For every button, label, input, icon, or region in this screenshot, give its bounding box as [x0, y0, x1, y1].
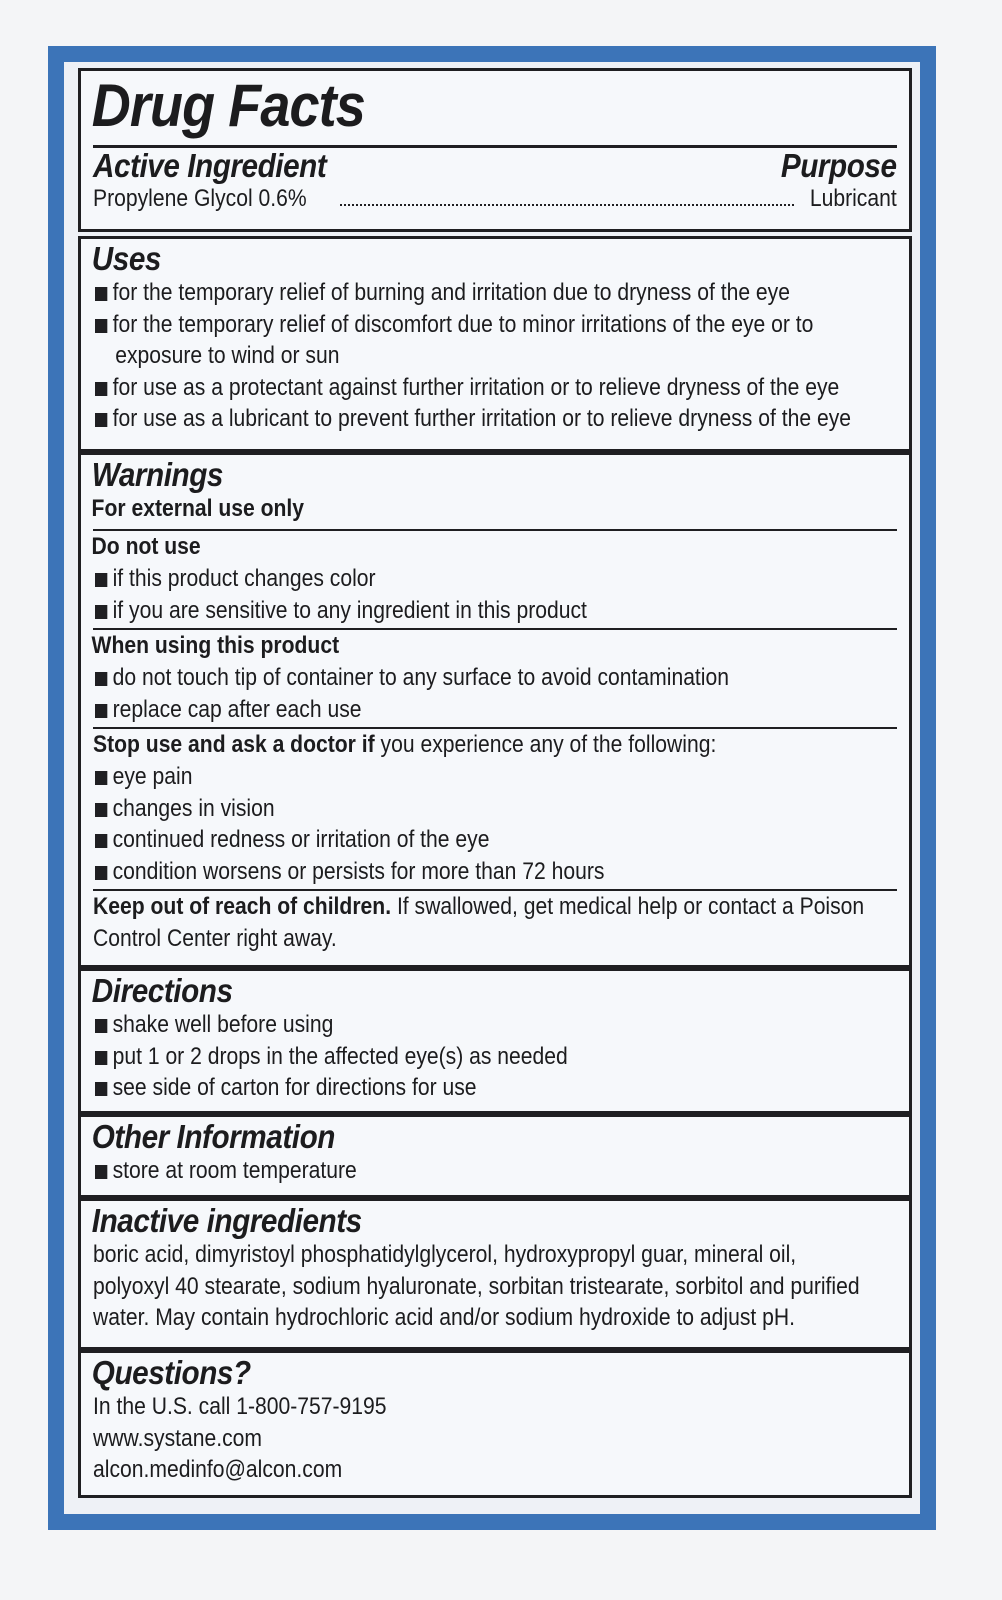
- drug-facts-panel: [64, 62, 920, 1514]
- inactive-line: water. May contain hydrochloric acid and/or sodium hydroxide to adjust pH.: [93, 1304, 796, 1332]
- stop-use-lead: Stop use and ask a doctor if: [93, 731, 375, 759]
- inactive-ingredients-heading: Inactive ingredients: [91, 1202, 362, 1239]
- uses-section: [78, 236, 912, 452]
- purpose-heading: Purpose: [781, 147, 897, 184]
- ingredient-purpose: Lubricant: [810, 185, 897, 212]
- list-item: for the temporary relief of burning and irritation due to dryness of the eye: [81, 277, 909, 309]
- warnings-section: [78, 452, 912, 968]
- list-item: continued redness or irritation of the eye: [81, 824, 909, 856]
- list-item: store at room temperature: [81, 1155, 909, 1187]
- drug-facts-label: [48, 46, 936, 1530]
- keep-out-line: Keep out of reach of children. If swallowed, get medical help or contact a Poison: [93, 893, 865, 921]
- ingredient-name: Propylene Glycol 0.6%: [93, 185, 307, 212]
- list-item: if you are sensitive to any ingredient in this product: [81, 595, 909, 627]
- other-information-heading: Other Information: [91, 1118, 335, 1155]
- other-information-section: [78, 1114, 912, 1198]
- list-item: if this product changes color: [81, 563, 909, 595]
- questions-section: [78, 1350, 912, 1498]
- external-use-text: For external use only: [91, 495, 304, 522]
- page-title: Drug Facts: [91, 72, 365, 139]
- list-item: replace cap after each use: [81, 694, 909, 726]
- list-item: do not touch tip of container to any surface to avoid contamination: [81, 662, 909, 694]
- keep-out-lead: Keep out of reach of children.: [93, 893, 392, 921]
- ingredient-row: [81, 184, 909, 214]
- directions-section: [78, 968, 912, 1114]
- active-ingredient-heading: Active Ingredient: [93, 147, 327, 184]
- warnings-heading: Warnings: [91, 456, 223, 493]
- stop-use-line: Stop use and ask a doctor if you experience any of the following:: [93, 731, 717, 759]
- inactive-line: boric acid, dimyristoyl phosphatidylglycerol, hydroxypropyl guar, mineral oil,: [93, 1241, 797, 1268]
- list-item: condition worsens or persists for more than 72 hours: [81, 856, 909, 888]
- uses-heading: Uses: [91, 240, 162, 277]
- phone-line: In the U.S. call 1-800-757-9195: [93, 1393, 387, 1420]
- when-using-heading: When using this product: [91, 632, 340, 660]
- active-ingredient-section: [78, 68, 912, 232]
- list-item: put 1 or 2 drops in the affected eye(s) as needed: [81, 1041, 909, 1073]
- list-item: for use as a lubricant to prevent further irritation or to relieve dryness of the eye: [81, 403, 909, 435]
- list-item: for the temporary relief of discomfort due to minor irritations of the eye or to: [81, 309, 909, 341]
- list-item: see side of carton for directions for use: [81, 1072, 909, 1104]
- directions-heading: Directions: [91, 972, 233, 1009]
- inactive-ingredients-section: [78, 1198, 912, 1350]
- do-not-use-heading: Do not use: [91, 533, 201, 560]
- list-item-continuation: exposure to wind or sun: [115, 342, 340, 370]
- list-item: changes in vision: [81, 793, 909, 825]
- questions-heading: Questions?: [91, 1354, 251, 1391]
- inactive-line: polyoxyl 40 stearate, sodium hyaluronate, sorbitan tristearate, sorbitol and purified: [93, 1272, 860, 1300]
- list-item: shake well before using: [81, 1009, 909, 1041]
- website-line[interactable]: www.systane.com: [93, 1424, 263, 1452]
- list-item: eye pain: [81, 761, 909, 793]
- keep-out-line-2: Control Center right away.: [93, 924, 337, 952]
- list-item: for use as a protectant against further irritation or to relieve dryness of the eye: [81, 372, 909, 404]
- email-line[interactable]: alcon.medinfo@alcon.com: [93, 1456, 343, 1484]
